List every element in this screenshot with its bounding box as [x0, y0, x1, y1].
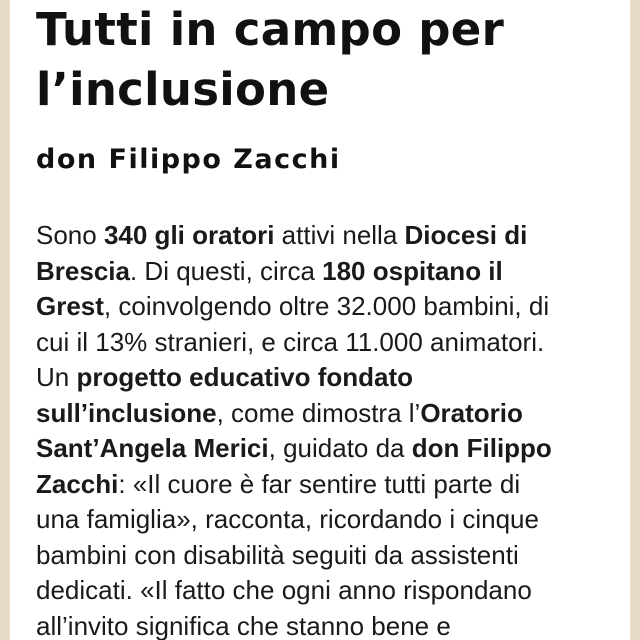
- body-line: [36, 360, 628, 396]
- body-line: [36, 467, 628, 503]
- bold-text: Brescia: [36, 255, 130, 286]
- bold-text: progetto educativo fondato: [76, 362, 414, 392]
- bold-text: Grest: [36, 291, 104, 321]
- body-line: [36, 609, 628, 640]
- body-text-segment: attivi nella: [274, 220, 405, 250]
- body-text-segment: , guidato da: [268, 433, 412, 463]
- body-line: [36, 218, 628, 254]
- body-line: [36, 502, 628, 538]
- article-body: [36, 218, 628, 640]
- body-line: [36, 573, 628, 609]
- bold-text: 340 gli oratori: [103, 220, 275, 250]
- body-line: [36, 538, 628, 574]
- body-text-segment: : «Il cuore è far sentire tutti parte di: [118, 468, 521, 499]
- body-text-segment: Sono: [36, 220, 104, 250]
- body-text-segment: , coinvolgendo oltre 32.000 bambini, di: [103, 291, 550, 321]
- bold-text: sull’inclusione: [36, 397, 217, 428]
- article-author: don Filippo Zacchi: [36, 144, 341, 175]
- body-text-segment: dedicati. «Il fatto che ogni anno rispondano: [36, 575, 532, 605]
- bold-text: Diocesi di: [404, 220, 528, 250]
- bold-text: Oratorio: [420, 397, 523, 428]
- body-text-segment: all’invito significa che stanno bene e: [36, 610, 451, 640]
- body-text-segment: una famiglia», racconta, ricordando i cinque: [36, 504, 539, 534]
- body-line: [36, 254, 628, 290]
- bold-text: Zacchi: [36, 468, 119, 499]
- bold-text: don Filippo: [411, 433, 552, 463]
- body-text-segment: bambini con disabilità seguiti da assistenti: [36, 539, 519, 570]
- article-page: [10, 0, 630, 640]
- article-title: Tutti in campo per l’inclusione: [36, 3, 505, 116]
- body-text-segment: Un: [36, 362, 77, 392]
- bold-text: Sant’Angela Merici: [36, 433, 269, 463]
- body-line: [36, 396, 628, 432]
- body-text-segment: cui il 13% stranieri, e circa 11.000 animatori.: [36, 326, 545, 357]
- body-line: [36, 289, 628, 325]
- body-text-segment: , come dimostra l’: [216, 397, 421, 428]
- body-line: [36, 325, 628, 361]
- bold-text: 180 ospitano il: [322, 255, 503, 286]
- body-line: [36, 431, 628, 467]
- body-text-segment: . Di questi, circa: [129, 255, 323, 286]
